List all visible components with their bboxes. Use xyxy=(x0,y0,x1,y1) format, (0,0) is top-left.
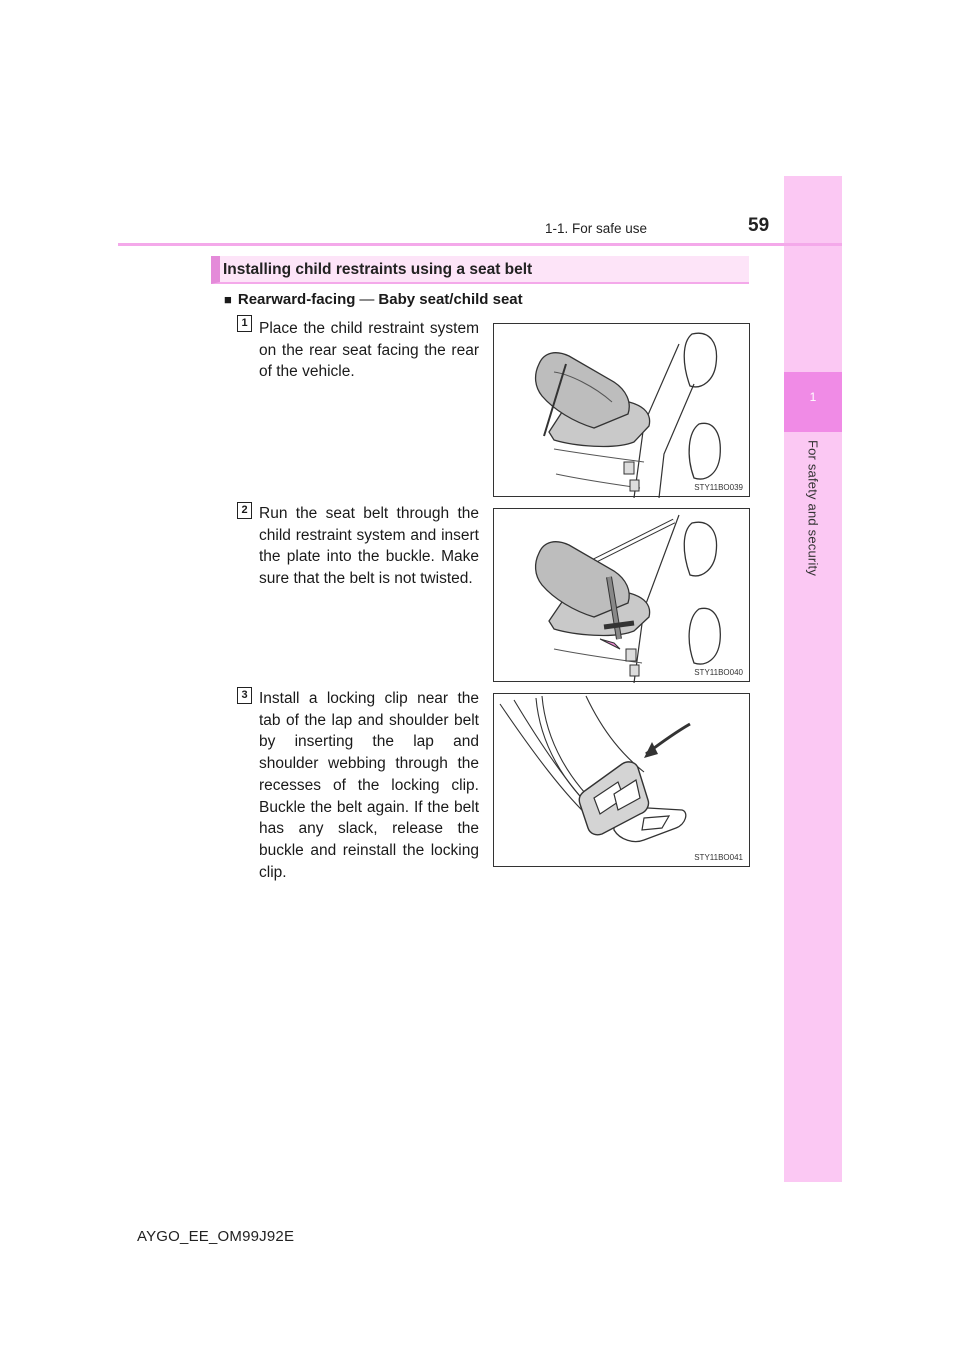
step-number-1: 1 xyxy=(237,315,252,332)
step-text-3: Install a locking clip near the tab of the lap and shoulder belt by inserting the lap and shoulder webbing through the recesses of the locking clip. Buckle the belt again. If the belt has any slack, release the buckle and reinstall the locking clip. xyxy=(259,690,479,881)
figure-code-2: STY11BO040 xyxy=(694,668,743,677)
square-bullet-icon: ■ xyxy=(224,292,232,307)
step-text-2: Run the seat belt through the child restraint system and insert the plate into the buckle. Make sure that the belt is not twisted. xyxy=(259,505,479,588)
locking-clip-illustration xyxy=(494,694,751,868)
child-seat-on-rear-seat-illustration xyxy=(494,324,751,498)
section-title: 1-1. For safe use xyxy=(545,221,648,236)
document-code: AYGO_EE_OM99J92E xyxy=(137,1228,295,1245)
figure-2 xyxy=(493,508,750,682)
subheading xyxy=(224,291,523,308)
figure-3 xyxy=(493,693,750,867)
figure-code-3: STY11BO041 xyxy=(694,853,743,862)
side-strip xyxy=(784,176,842,1182)
subheading-dash: — xyxy=(359,291,375,308)
chapter-tab-number: 1 xyxy=(809,390,817,404)
step-text-1: Place the child restraint system on the rear seat facing the rear of the vehicle. xyxy=(259,320,479,381)
header-rule xyxy=(118,243,842,246)
step-number-3: 3 xyxy=(237,687,252,704)
figure-1 xyxy=(493,323,750,497)
step-number-2: 2 xyxy=(237,502,252,519)
page-title: Installing child restraints using a seat belt xyxy=(223,261,533,278)
figure-code-1: STY11BO039 xyxy=(694,483,743,492)
subheading-rest: Baby seat/child seat xyxy=(378,291,523,308)
chapter-tab-label: For safety and security xyxy=(805,439,821,577)
subheading-main: Rearward-facing xyxy=(237,291,356,308)
page-number: 59 xyxy=(748,215,770,236)
seat-belt-through-child-seat-illustration xyxy=(494,509,751,683)
